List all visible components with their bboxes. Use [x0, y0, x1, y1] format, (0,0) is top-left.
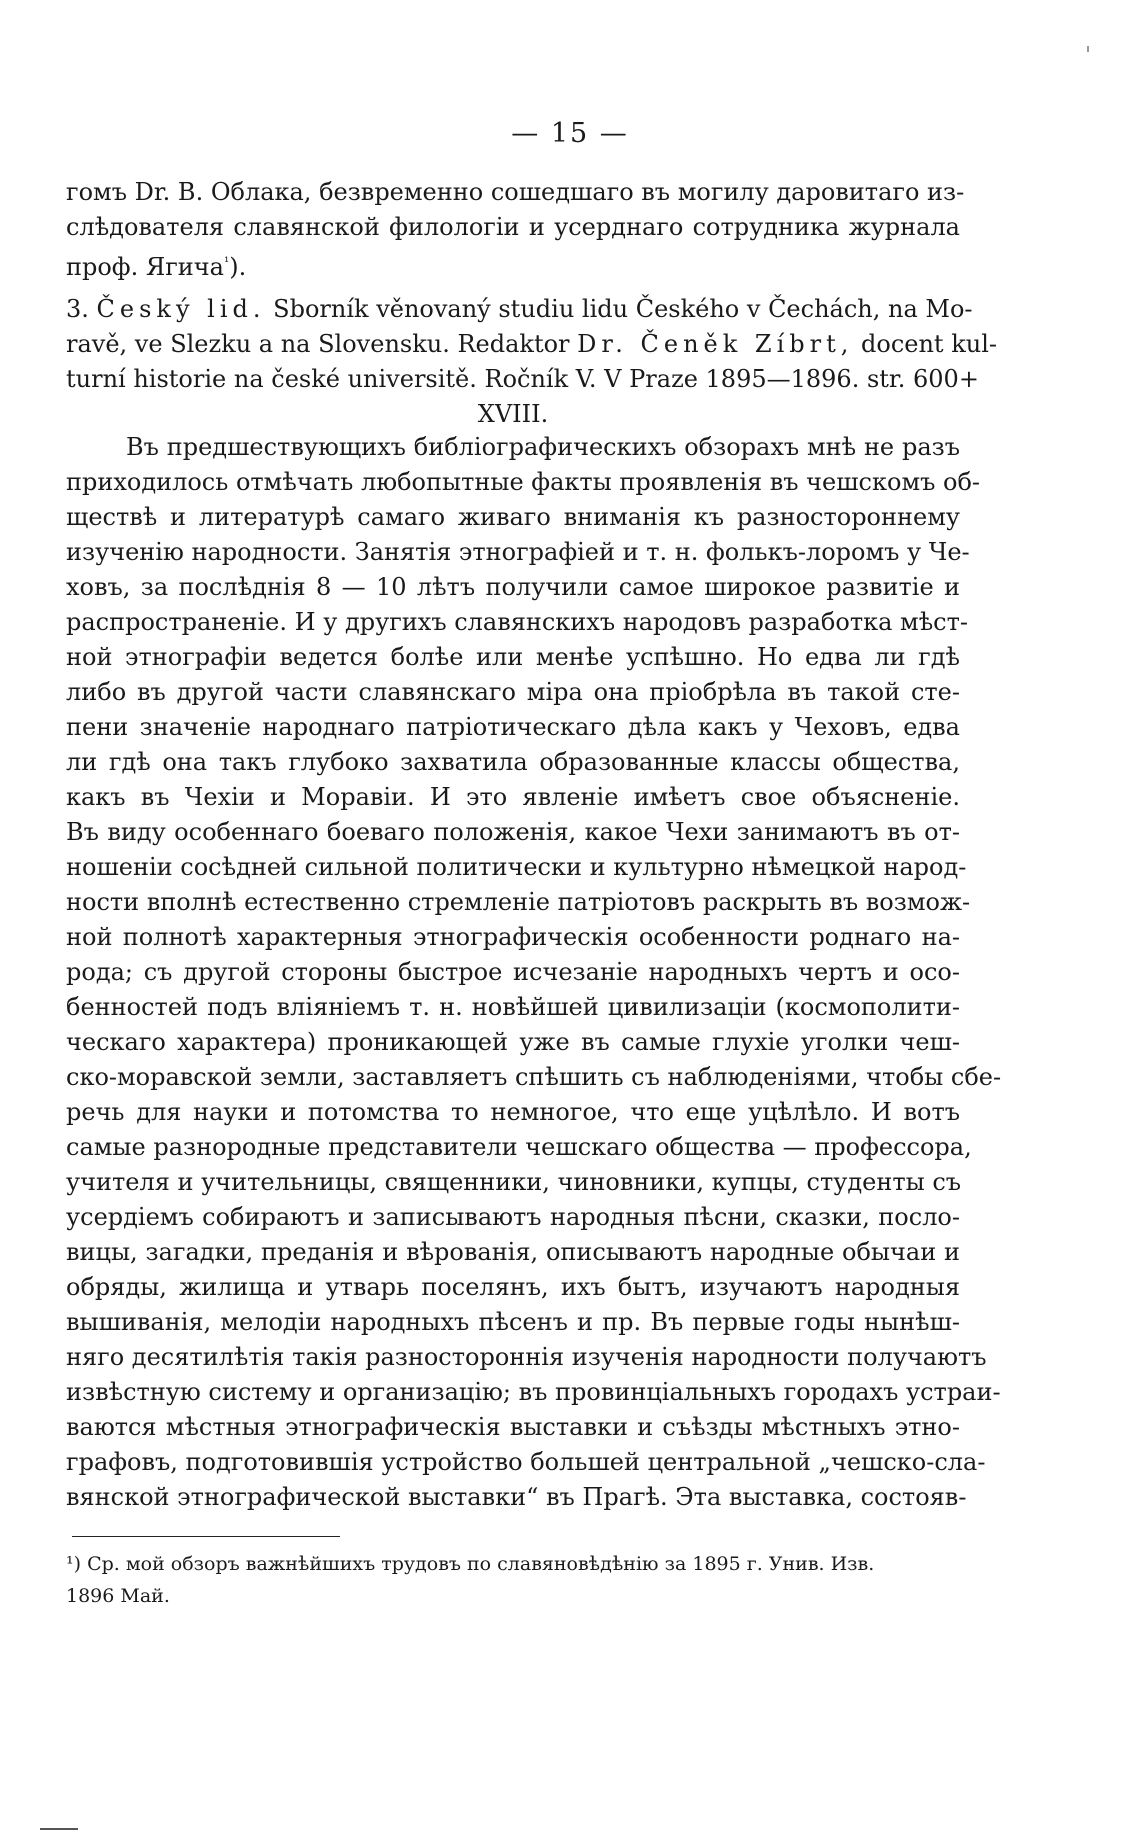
body-line: усердіемъ собираютъ и записываютъ народныя пѣсни, сказки, посло-	[66, 1203, 960, 1231]
body-line: графовъ, подготовившія устройство большей центральной „чешско-сла-	[66, 1448, 986, 1476]
footnote-line	[66, 1548, 960, 1580]
body-line: ли гдѣ она такъ глубоко захватила образованные классы общества,	[66, 748, 960, 776]
body-line: либо въ другой части славянскаго міра она пріобрѣла въ такой сте-	[66, 678, 960, 706]
scan-speck	[1087, 46, 1089, 52]
reference-text: Sborník věnovaný studiu lidu Českého v Čechách, na Mo-	[273, 295, 973, 323]
reference-line: XVIII.	[477, 400, 549, 428]
body-line: ношеніи сосѣдней сильной политически и культурно нѣмецкой народ-	[66, 853, 967, 881]
body-line: извѣстную систему и организацію; въ провинціальныхъ городахъ устраи-	[66, 1378, 1001, 1406]
footnote-marker: ¹)	[66, 1553, 82, 1575]
body-line: ховъ, за послѣднія 8 — 10 лѣтъ получили самое широкое развитіе и	[66, 573, 960, 601]
footnote-text: Ср. мой обзоръ важнѣйшихъ трудовъ по славяновѣдѣнію за 1895 г. Унив. Изв.	[87, 1553, 875, 1575]
intro-line	[66, 245, 960, 280]
body-line: учителя и учительницы, священники, чиновники, купцы, студенты съ	[66, 1168, 962, 1196]
body-line: речь для науки и потомства то немногое, что еще уцѣлѣло. И вотъ	[66, 1098, 960, 1126]
body-line: пени значеніе народнаго патріотическаго дѣла какъ у Чеховъ, едва	[66, 713, 960, 741]
intro-paragraph	[66, 175, 965, 281]
body-line: ной этнографіи ведется болѣе или менѣе успѣшно. Но едва ли гдѣ	[66, 643, 960, 671]
body-line: самые разнородные представители чешскаго общества — профессора,	[66, 1133, 972, 1161]
bibliographic-reference	[66, 292, 997, 432]
intro-line: гомъ Dr. B. Облака, безвременно сошедшаго въ могилу даровитаго из-	[66, 178, 965, 206]
body-line: рода; съ другой стороны быстрое исчезаніе народныхъ чертъ и осо-	[66, 958, 960, 986]
body-line: распространеніе. И у другихъ славянскихъ народовъ разработка мѣст-	[66, 608, 969, 636]
body-line: ско-моравской земли, заставляетъ спѣшить съ наблюденіями, чтобы сбе-	[66, 1063, 1002, 1091]
reference-title: Český lid.	[96, 295, 266, 323]
intro-line-text: проф. Ягича	[66, 253, 224, 281]
reference-line: turní historie na české universitě. Ročník V. V Praze 1895—1896. str. 600+	[66, 365, 979, 393]
body-line: Въ виду особеннаго боеваго положенія, какое Чехи занимаютъ въ от-	[66, 818, 960, 846]
body-line: бенностей подъ вліяніемъ т. н. новѣйшей цивилизаціи (космополити-	[66, 993, 960, 1021]
intro-line-tail: ).	[229, 253, 247, 281]
footnote-reference-marker: ¹	[223, 255, 230, 270]
page-number: — 15 —	[511, 118, 629, 149]
intro-line: слѣдователя славянской филологіи и усерднаго сотрудника журнала	[66, 213, 960, 241]
body-line: няго десятилѣтія такія разностороннія изученія народности получаютъ	[66, 1343, 987, 1371]
footnote	[66, 1548, 960, 1612]
body-line: приходилось отмѣчать любопытные факты проявленія въ чешскомъ об-	[66, 468, 981, 496]
reference-line	[66, 292, 973, 327]
body-line: обряды, жилища и утварь поселянъ, ихъ бытъ, изучаютъ народныя	[66, 1273, 960, 1301]
reference-text: docent kul-	[861, 330, 997, 358]
main-paragraph	[66, 430, 1002, 1515]
body-line: вышиванія, мелодіи народныхъ пѣсенъ и пр. Въ первые годы нынѣш-	[66, 1308, 960, 1336]
footnote-divider	[72, 1536, 340, 1537]
body-line: ной полнотѣ характерныя этнографическія особенности роднаго на-	[66, 923, 960, 951]
footnote-line: 1896 Май.	[66, 1585, 170, 1607]
body-line: ществѣ и литературѣ самаго живаго вниманія къ разностороннему	[66, 503, 960, 531]
scan-edge-mark	[40, 1828, 78, 1830]
body-line: Въ предшествующихъ библіографическихъ обзорахъ мнѣ не разъ	[126, 433, 960, 461]
reference-number: 3.	[66, 295, 89, 323]
body-line: вянской этнографической выставки“ въ Прагѣ. Эта выставка, состояв-	[66, 1483, 967, 1511]
body-line: вицы, загадки, преданія и вѣрованія, описываютъ народные обычаи и	[66, 1238, 960, 1266]
reference-line	[66, 327, 997, 362]
body-line: ности вполнѣ естественно стремленіе патріотовъ раскрыть въ возмож-	[66, 888, 971, 916]
reference-text: ravě, ve Slezku a na Slovensku. Redaktor	[66, 330, 570, 358]
body-line: какъ въ Чехіи и Моравіи. И это явленіе имѣетъ свое объясненіе.	[66, 783, 960, 811]
body-line: ваются мѣстныя этнографическія выставки и съѣзды мѣстныхъ этно-	[66, 1413, 960, 1441]
body-line: изученію народности. Занятія этнографіей и т. н. фолькъ-лоромъ у Че-	[66, 538, 970, 566]
body-line: ческаго характера) проникающей уже въ самые глухіе уголки чеш-	[66, 1028, 960, 1056]
reference-editor: Dr. Čeněk Zíbrt,	[577, 330, 854, 358]
